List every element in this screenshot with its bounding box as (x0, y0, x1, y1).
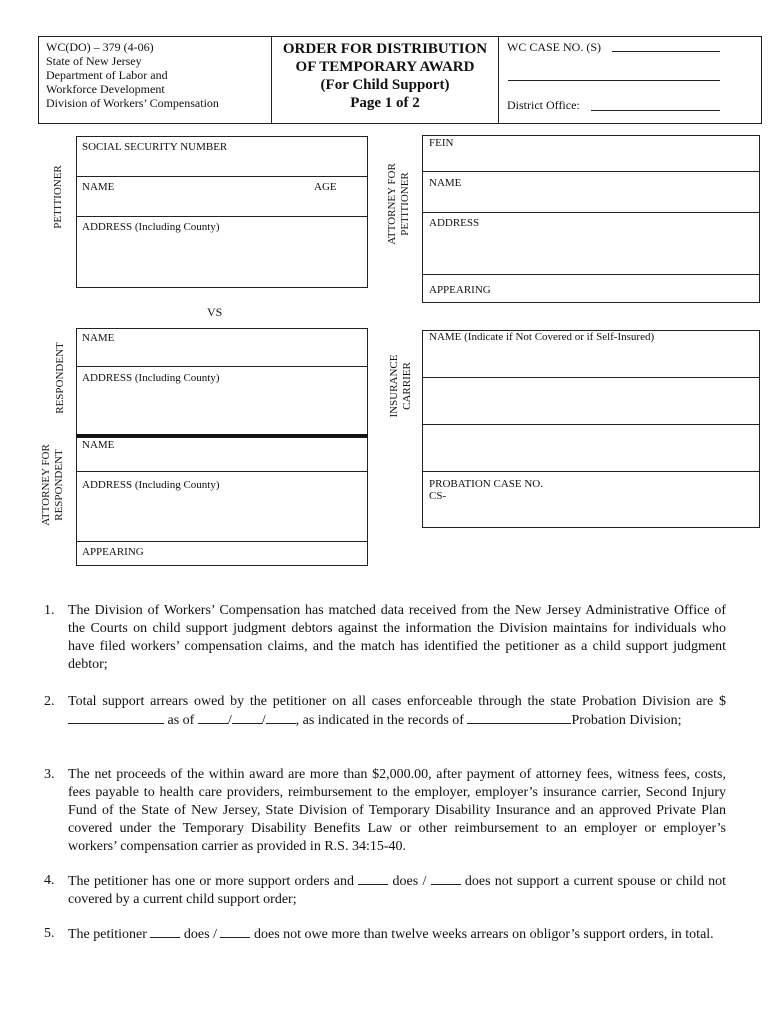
does-not-support-field[interactable] (431, 872, 461, 885)
paragraph-4 (44, 872, 726, 909)
paragraph-text: The net proceeds of the within award are more than $2,000.00, after payment of attorney fees, witness fees, costs, fees payable to health care providers, reimbursement to the employer, employer’s insurance carrier, Second Injury Fund of the State of New Jersey, State Division of Temporary Disability Insurance and an approved Private Plan covered under the Temporary Disability Benefits Law or other reimbursement to an employer or employer’s workers’ compensation carrier as provided in R.S. 34:15-40. (68, 767, 726, 854)
title-line: Page 1 of 2 (350, 95, 420, 111)
side-label-line: INSURANCE (388, 354, 400, 418)
petitioner-address-label: ADDRESS (Including County) (82, 221, 220, 233)
petitioner-box (76, 136, 368, 288)
text-run: The petitioner has one or more support orders and (68, 874, 359, 889)
title-line: OF TEMPORARY AWARD (295, 59, 475, 75)
attorney-petitioner-side-label (386, 156, 412, 252)
respondent-address-label: ADDRESS (Including County) (82, 372, 220, 384)
date-year-field[interactable] (266, 711, 296, 724)
agency-block (46, 40, 268, 110)
side-label-line: RESPONDENT (53, 449, 65, 521)
paragraph-number: 1. (44, 603, 55, 618)
cs-label: CS- (429, 490, 447, 502)
form-id: WC(DO) – 379 (4-06) (46, 40, 154, 54)
attorney-respondent-address-label: ADDRESS (Including County) (82, 479, 220, 491)
vs-label: VS (207, 305, 223, 319)
title-line: (For Child Support) (320, 77, 450, 93)
insurance-carrier-box (422, 330, 760, 528)
date-month-field[interactable] (198, 711, 228, 724)
text-run: The petitioner (68, 927, 151, 942)
paragraph-number: 4. (44, 873, 55, 888)
paragraph-5 (44, 925, 726, 944)
case-no-field[interactable] (612, 51, 720, 52)
form-title (272, 40, 498, 112)
side-label-line: PETITIONER (399, 172, 411, 236)
petitioner-age-label: AGE (314, 181, 337, 193)
case-no-label: WC CASE NO. (S) (507, 40, 602, 54)
agency-line: Workforce Development (46, 82, 165, 96)
paragraph-number: 2. (44, 694, 55, 709)
side-label-line: ATTORNEY FOR (40, 444, 52, 526)
petitioner-side-label: PETITIONER (52, 165, 64, 229)
respondent-side-label: RESPONDENT (54, 342, 66, 414)
does-owe-field[interactable] (150, 925, 180, 938)
paragraph-3 (44, 766, 726, 856)
attorney-petitioner-appearing-label: APPEARING (429, 284, 491, 296)
attorney-respondent-side-label (40, 440, 66, 530)
arrears-amount-field[interactable] (68, 711, 164, 724)
date-day-field[interactable] (232, 711, 262, 724)
paragraph-text (68, 872, 726, 909)
text-run: Probation Division; (571, 713, 682, 728)
text-run: does / (388, 874, 431, 889)
paragraph-2 (44, 693, 726, 730)
paragraph-text: Total support arrears owed by the petitioner on all cases enforceable through the state Probation Division are $ as of / / , as indicated in the records of Probation Division; (68, 694, 726, 728)
agency-line: Department of Labor and (46, 68, 168, 82)
side-label-line: CARRIER (401, 362, 413, 410)
agency-line: State of New Jersey (46, 54, 142, 68)
paragraph-number: 5. (44, 926, 55, 941)
text-run: does / (180, 927, 221, 942)
probation-county-field[interactable] (467, 711, 571, 724)
fein-label: FEIN (429, 137, 454, 149)
paragraph-text: The Division of Workers’ Compensation has matched data received from the New Jersey Administrative Office of the Courts on child support judgment debtors against the information the Division maintains for individuals who have filed workers’ compensation claims, and the match has identified the petitioner as a child support judgment debtor; (68, 603, 726, 672)
does-support-field[interactable] (358, 872, 388, 885)
district-office-label: District Office: (507, 98, 580, 112)
text-run: does not owe more than twelve weeks arrears on obligor’s support orders, in total. (250, 927, 714, 942)
attorney-respondent-appearing-label: APPEARING (82, 546, 144, 558)
respondent-name-label: NAME (82, 332, 115, 344)
text-run: , as indicated in the records of (295, 713, 468, 728)
paragraph-number: 3. (44, 767, 55, 782)
text-run: Total support arrears owed by the petitioner on all cases enforceable through the state Probation Division are $ (68, 694, 726, 709)
insurance-carrier-side-label (388, 350, 414, 422)
insurance-name-label: NAME (Indicate if Not Covered or if Self-Insured) (429, 331, 655, 343)
side-label-line: ATTORNEY FOR (386, 163, 398, 245)
agency-line: Division of Workers’ Compensation (46, 96, 219, 110)
paragraph-1 (44, 602, 726, 674)
paragraph-text (68, 925, 726, 944)
attorney-petitioner-name-label: NAME (429, 177, 462, 189)
attorney-respondent-name-label: NAME (82, 439, 115, 451)
district-office-field[interactable] (591, 110, 720, 111)
ssn-label: SOCIAL SECURITY NUMBER (82, 141, 228, 153)
title-line: ORDER FOR DISTRIBUTION (282, 41, 488, 57)
petitioner-name-label: NAME (82, 181, 115, 193)
text-run: as of (164, 713, 198, 728)
probation-case-label: PROBATION CASE NO. (429, 478, 543, 490)
case-no-field-2[interactable] (508, 80, 720, 81)
attorney-petitioner-address-label: ADDRESS (429, 217, 480, 229)
text-run: does not support a current spouse or child not covered by a current child support order; (68, 874, 727, 907)
does-not-owe-field[interactable] (220, 925, 250, 938)
